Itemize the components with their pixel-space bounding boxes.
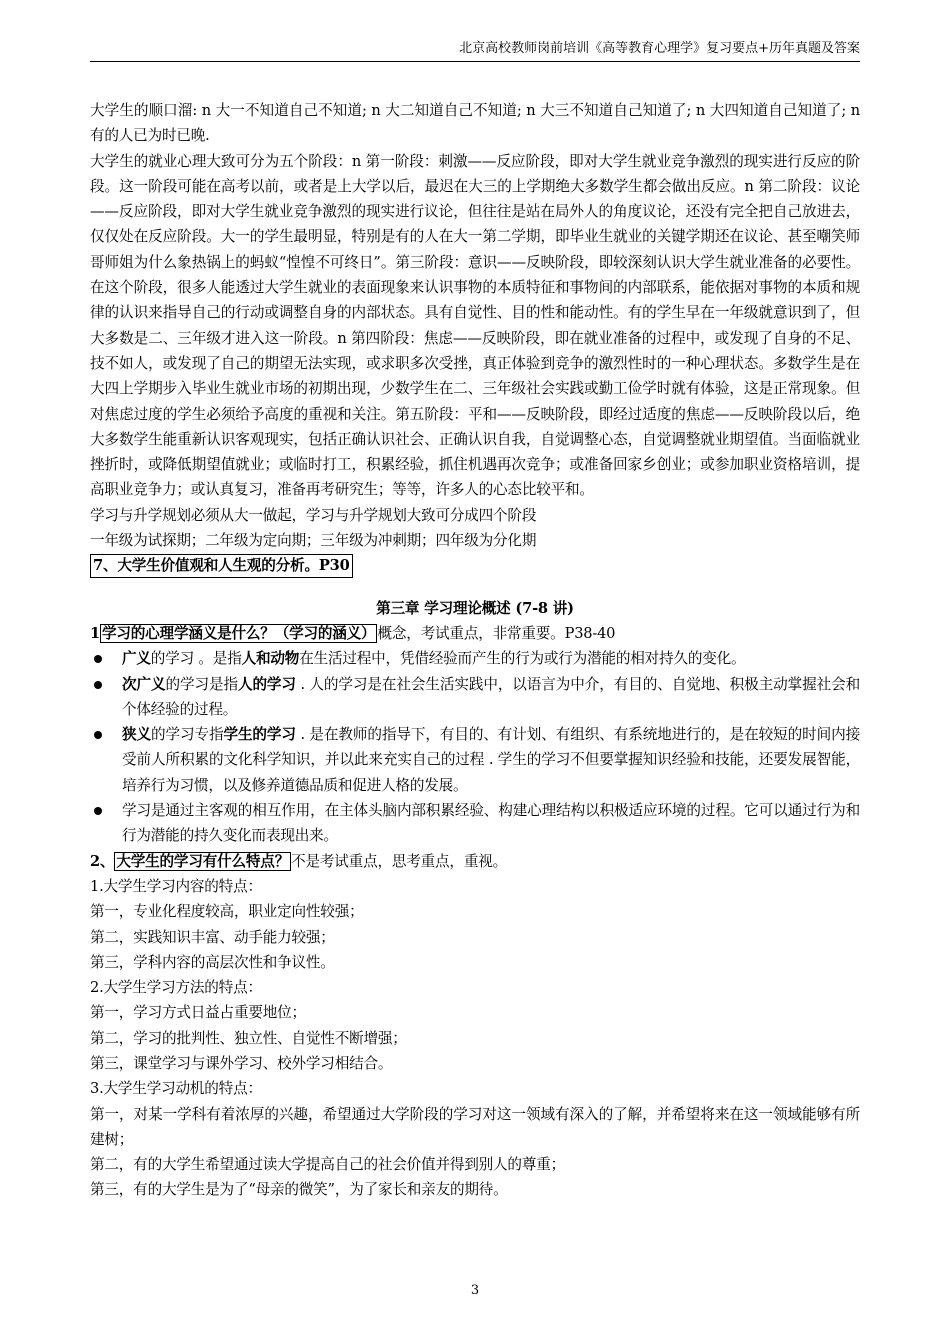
- text-line: 第三，学科内容的高层次性和争议性。: [90, 953, 335, 971]
- bullet-icon: [94, 807, 102, 815]
- text: 学习是通过主客观的相互作用，在主体头脑内部积累经验、构建心理结构以积极适应环境的过程。它可以通过行为和行为潜能的持久变化而表现出来。: [122, 802, 860, 845]
- bullet-icon: [94, 731, 102, 739]
- question-2-title: 大学生的学习有什么特点？: [116, 852, 290, 870]
- term: 广义: [122, 650, 151, 668]
- text-line: 2.大学生学习方法的特点：: [90, 979, 262, 997]
- question-7-box: 7、大学生价值观和人生观的分析。P30: [90, 554, 353, 578]
- question-7: [90, 553, 860, 578]
- page-content: [90, 98, 860, 1203]
- text-line: 第二，有的大学生希望通过读大学提高自己的社会价值并得到别人的尊重；: [90, 1156, 565, 1174]
- list-item: [90, 646, 860, 671]
- bullet-icon: [94, 655, 102, 663]
- text-line: 第二，实践知识丰富、动手能力较强；: [90, 928, 335, 946]
- paragraph-planning-stages: 一年级为试探期；二年级为定向期；三年级为冲刺期；四年级为分化期: [90, 532, 537, 550]
- emphasis: 人和动物: [241, 650, 300, 668]
- emphasis: 学生的学习: [223, 726, 296, 744]
- question-2: [90, 849, 860, 874]
- paragraph-employment-stages: 大学生的就业心理大致可分为五个阶段：n 第一阶段：刺激——反应阶段，即对大学生就业竞争激烈的现实进行反应的阶段。这一阶段可能在高考以前，或者是上大学以后，最迟在大三的上学期绝大多数学生都会做出反应。n 第二阶段：议论——反应阶段，即对大学生就业竞争激烈的现实进行议论，但往往是站在局外人的角度议论，还没有完全把自己放进去，仅仅处在反应阶段。大一的学生最明显，特别是有的人在大一第二学期，即毕业生就业的关键学期还在议论、甚至嘲笑师哥师姐为什么象热锅上的蚂蚁“惶惶不可终日”。第三阶段：意识——反映阶段，即较深刻认识大学生就业准备的必要性。在这个阶段，很多人能透过大学生就业的表面现象来认识事物的本质特征和事物间的内部联系，能依据对事物的本质和规律的认识来指导自己的行动或调整自身的内部状态。具有自觉性、目的性和能动性。有的学生早在一年级就意识到了，但大多数是二、三年级才进入这一阶段。n 第四阶段：焦虑——反映阶段，即在就业准备的过程中，或发现了自身的不足、技不如人，或发现了自己的期望无法实现，或求职多次受挫，真正体验到竞争的激烈性时的一种心理状态。多数学生是在大四上学期步入毕业生就业市场的初期出现，少数学生在二、三年级社会实践或勤工俭学时就有体验，这是正常现象。但对焦虑过度的学生必须给予高度的重视和关注。第五阶段：平和——反映阶段，即经过适度的焦虑——反映阶段以后，绝大多数学生能重新认识客观现实，包括正确认识社会、正确认识自我，自觉调整心态，自觉调整就业期望值。当面临就业挫折时，或降低期望值就业；或临时打工，积累经验，抓住机遇再次竞争；或准备回家乡创业；或参加职业资格培训，提高职业竞争力；或认真复习，准备再考研究生；等等，许多人的心态比较平和。: [90, 152, 860, 499]
- list-item: [90, 798, 860, 849]
- text-line: 1.大学生学习内容的特点：: [90, 877, 262, 895]
- question-1-title: 学习的心理学涵义是什么？（学习的涵义）: [101, 624, 376, 642]
- text-line: 第二，学习的批判性、独立性、自觉性不断增强；: [90, 1029, 407, 1047]
- text-line: 第一，学习方式日益占重要地位；: [90, 1004, 306, 1022]
- term: 次广义: [122, 675, 166, 693]
- text-line: 第一，专业化程度较高，职业定向性较强；: [90, 903, 364, 921]
- page-number: 3: [470, 1283, 480, 1298]
- text: 的学习专指: [150, 726, 224, 744]
- list-item: [90, 672, 860, 723]
- text: 的学习是指: [165, 675, 238, 693]
- text: 的学习 。是指: [150, 650, 242, 668]
- question-2-note: 不是考试重点，思考重点，重视。: [291, 852, 508, 870]
- text: . 人的学习是在社会生活实践中，以语言为中介，有目的、自觉地、积极主动掌握社会和个体经验的过程。: [122, 675, 860, 718]
- question-1-note: 概念，考试重点，非常重要。P38-40: [377, 624, 616, 642]
- text-line: 第一，对某一学科有着浓厚的兴趣，希望通过大学阶段的学习对这一领域有深入的了解，并希望将来在这一领域能够有所建树；: [90, 1105, 860, 1148]
- text-line: 第三，有的大学生是为了“母亲的微笑”，为了家长和亲友的期待。: [90, 1181, 508, 1199]
- text: . 是在教师的指导下，有目的、有计划、有组织、有系统地进行的，是在较短的时间内接受前人所积累的文化科学知识，并以此来充实自己的过程 . 学生的学习不但要掌握知识经验和技能，还要发展智能，培养行为习惯，以及修养道德品质和促进人格的发展。: [122, 726, 860, 794]
- question-1: [90, 621, 860, 646]
- paragraph-planning: 学习与升学规划必须从大一做起，学习与升学规划大致可分成四个阶段: [90, 506, 537, 524]
- text-line: 第三，课堂学习与课外学习、校外学习相结合。: [90, 1054, 393, 1072]
- definition-list: [90, 646, 860, 848]
- bullet-icon: [94, 681, 102, 689]
- emphasis: 人的学习: [237, 675, 296, 693]
- list-item: [90, 722, 860, 798]
- running-header: 北京高校教师岗前培训《高等教育心理学》复习要点+历年真题及答案: [90, 40, 860, 62]
- paragraph-jingle: 大学生的顺口溜: n 大一不知道自己不知道; n 大二知道自己不知道; n 大三不知道自己知道了; n 大四知道自己知道了; n 有的人已为时已晚.: [90, 102, 860, 145]
- text-line: 3.大学生学习动机的特点：: [90, 1080, 262, 1098]
- chapter-title: 第三章 学习理论概述 (7-8 讲): [376, 599, 574, 617]
- question-1-number: 1: [90, 624, 100, 642]
- question-2-number: 2、: [90, 852, 115, 870]
- term: 狭义: [122, 726, 151, 744]
- text: 在生活过程中，凭借经验而产生的行为或行为潜能的相对持久的变化。: [299, 650, 746, 668]
